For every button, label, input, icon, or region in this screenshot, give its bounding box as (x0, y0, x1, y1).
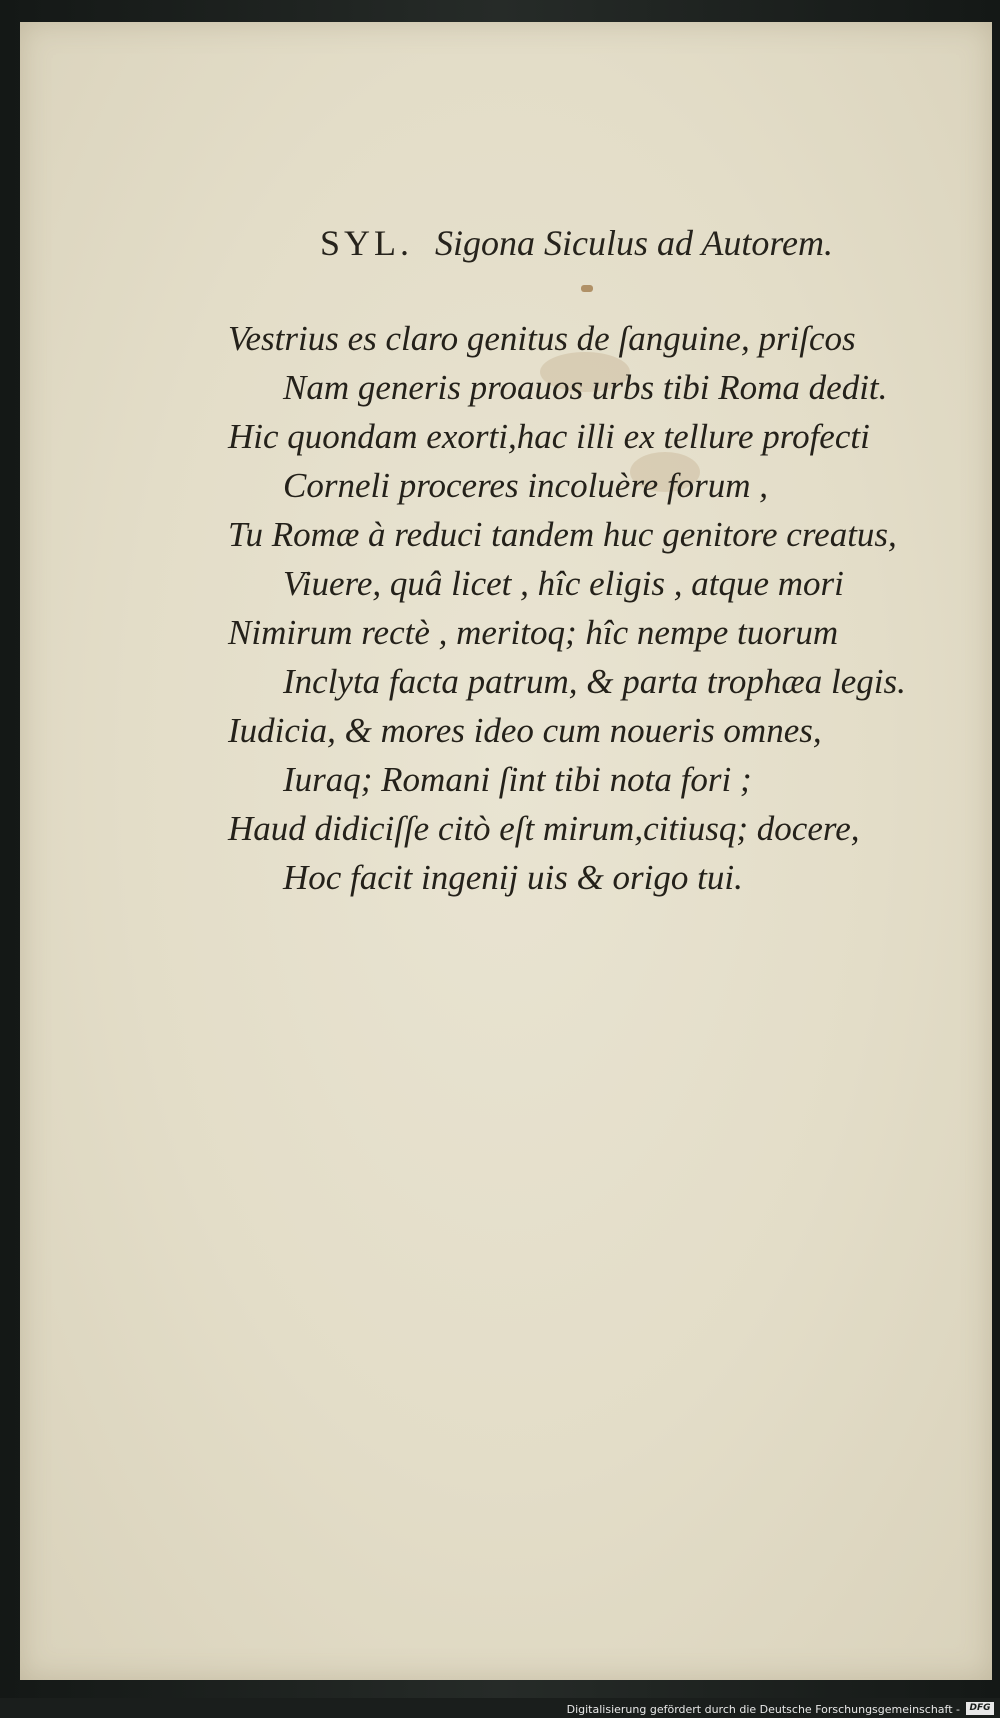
footer-strip (0, 1698, 1000, 1718)
verse-line: Haud didiciſſe citò eſt mirum,citiusq; docere, (228, 809, 860, 848)
dfg-logo: DFG (966, 1702, 994, 1715)
verse-line: Vestrius es claro genitus de ſanguine, priſcos (228, 319, 856, 358)
verse-line: Iudicia, & mores ideo cum noueris omnes, (228, 711, 822, 750)
verse-line: Tu Romæ à reduci tandem huc genitore creatus, (228, 515, 897, 554)
verse-line: Nam generis proauos urbs tibi Roma dedit. (283, 368, 888, 407)
verse-line: Hoc facit ingenij uis & origo tui. (283, 858, 743, 897)
verse-line: Nimirum rectè , meritoq; hîc nempe tuorum (228, 613, 839, 652)
verse-line: Hic quondam exorti,hac illi ex tellure profecti (228, 417, 870, 456)
ornament-mark (581, 285, 593, 292)
book-page (20, 22, 992, 1680)
poem (228, 314, 968, 902)
verse-line: Iuraq; Romani ſint tibi nota fori ; (283, 760, 752, 799)
heading-signature: SYL. (320, 223, 414, 263)
page-heading (320, 222, 880, 264)
verse-line: Inclyta facta patrum, & parta trophæa legis. (283, 662, 906, 701)
heading-title: Sigona Siculus ad Autorem. (435, 223, 834, 263)
verse-line: Corneli proceres incoluère forum , (283, 466, 769, 505)
verse-line: Viuere, quâ licet , hîc eligis , atque mori (283, 564, 844, 603)
digitization-credit: Digitalisierung gefördert durch die Deutsche Forschungsgemeinschaft - (566, 1703, 960, 1716)
